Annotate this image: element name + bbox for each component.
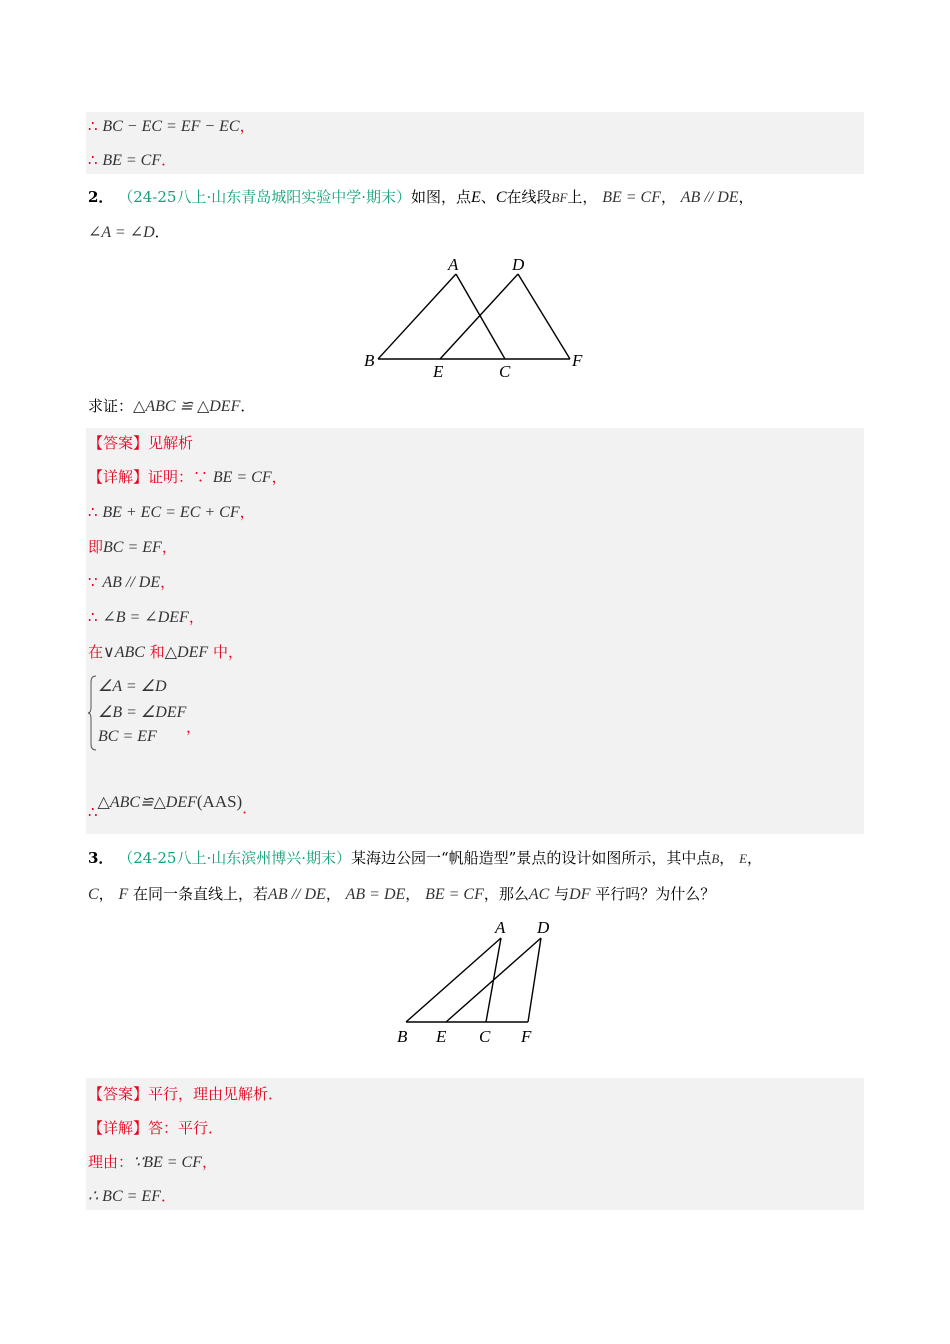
stem-text: 在同一条直线上，若 [133, 885, 269, 903]
line-de [446, 938, 541, 1022]
stem-text: 、 [480, 188, 496, 206]
q3-stem-line-1 [88, 848, 762, 869]
prove-math: △ABC ≌ △DEF [133, 398, 241, 415]
label-a: A [448, 255, 459, 274]
q3-last-line [88, 1186, 176, 1207]
point-label: B [711, 851, 720, 866]
segment-label: DF [569, 886, 591, 903]
label-e: E [433, 362, 444, 381]
condition-math: AB // DE [268, 886, 326, 903]
q3-figure [390, 914, 560, 1048]
math-expression: BC − EC = EF − EC [102, 118, 240, 135]
condition-math: AB // DE [680, 189, 739, 206]
label-f: F [572, 351, 583, 370]
step-math: ∠B = ∠DEF [102, 609, 189, 626]
punctuation: ． [161, 151, 177, 169]
answer-tag: 【答案】 [88, 434, 149, 452]
triangle-math: △DEF [164, 644, 209, 661]
q2-stem-line-2 [88, 222, 170, 243]
question-number: 2． [88, 188, 114, 206]
punctuation: ， [188, 608, 204, 626]
punctuation: ， [719, 849, 735, 867]
q2-step-line [88, 502, 255, 523]
label-d: D [537, 918, 550, 937]
question-source: （24-25八上·山东滨州博兴·期末） [118, 849, 351, 867]
condition-math: BE = CF [425, 886, 484, 903]
q2-in-line [88, 642, 243, 663]
reason-math: ∵BE = CF [133, 1154, 202, 1171]
brace-row: BC = EF [98, 728, 157, 745]
line-de [440, 274, 518, 359]
punctuation: ． [160, 1187, 176, 1205]
condition-math: AB = DE [345, 886, 406, 903]
q2-answer-line [88, 433, 193, 453]
q2-figure [360, 252, 590, 382]
q2-step-line [88, 572, 175, 593]
conclusion-math: △ABC≌△DEF [97, 794, 197, 811]
condition-math: ∠A = ∠D [88, 224, 155, 241]
q3-answer-line [88, 1084, 283, 1104]
brace-comma [186, 717, 201, 737]
label-b: B [364, 351, 375, 370]
therefore-symbol: ∴ [88, 503, 98, 521]
punctuation: ． [242, 799, 258, 817]
point-label: E [739, 851, 748, 866]
punctuation: ， [201, 1153, 217, 1171]
in-text: 在 [88, 643, 104, 661]
step-math: BE = CF [212, 469, 272, 486]
therefore-symbol: ∴ [88, 608, 98, 626]
math-expression: BE = CF [102, 152, 162, 169]
conclusion-reason: (AAS) [196, 792, 243, 811]
punctuation: ， [660, 188, 676, 206]
answer-text: 见解析 [148, 434, 194, 452]
q2-step-line [88, 537, 177, 558]
punctuation: ． [240, 397, 256, 415]
segment-label: AC [528, 886, 550, 903]
punctuation: ， [239, 503, 255, 521]
therefore-symbol: ∴ [88, 803, 98, 821]
q1-line-2 [88, 150, 176, 171]
punctuation: ， [239, 117, 255, 135]
stem-text: 在线段 [506, 188, 552, 206]
punctuation: ， [98, 885, 114, 903]
punctuation: ， [405, 885, 421, 903]
q2-prove-line [88, 396, 255, 417]
line-ab [378, 274, 456, 359]
step-math: BC = EF [103, 539, 162, 556]
point-label: F [118, 886, 129, 903]
question-source: （24-25八上·山东青岛城阳实验中学·期末） [118, 188, 411, 206]
q3-stem-line-2 [88, 884, 715, 905]
detail-text: 答：平行． [148, 1119, 224, 1137]
label-a: A [495, 918, 506, 937]
point-label: C [495, 189, 507, 206]
label-c: C [479, 1027, 491, 1046]
stem-text: 如图，点 [411, 188, 472, 206]
q2-detail-line [88, 467, 287, 488]
therefore-symbol: ∴ [88, 117, 98, 135]
label-c: C [499, 362, 511, 381]
last-math: ∴ BC = EF [88, 1188, 161, 1205]
stem-text: 与 [554, 885, 570, 903]
step-math: AB // DE [102, 574, 161, 591]
punctuation: ， [738, 188, 754, 206]
q3-reason-line [88, 1152, 217, 1173]
triangle-math: ∨ABC [103, 644, 145, 661]
brace-row: ∠B = ∠DEF [98, 704, 187, 721]
label-b: B [397, 1027, 408, 1046]
because-symbol: ∵ [88, 573, 98, 591]
and-text: 和 [149, 643, 165, 661]
punctuation: ， [325, 885, 341, 903]
stem-text: 平行吗？为什么？ [595, 885, 716, 903]
segment-label: BF [551, 190, 568, 205]
answer-tag: 【答案】 [88, 1085, 149, 1103]
line-df [518, 274, 570, 359]
prove-label: 求证： [88, 397, 134, 415]
detail-intro: 证明： [148, 468, 194, 486]
q2-step-line [88, 607, 204, 628]
step-math: BE + EC = EC + CF [102, 504, 240, 521]
reason-label: 理由： [88, 1153, 134, 1171]
punctuation: ， [186, 718, 202, 736]
therefore-symbol: ∴ [88, 151, 98, 169]
stem-text: 某海边公园一“帆船造型”景点的设计如图所示，其中点 [351, 849, 712, 867]
line-ab [406, 938, 501, 1022]
label-f: F [521, 1027, 532, 1046]
in-text: 中， [212, 643, 243, 661]
stem-text: 上， [567, 188, 598, 206]
detail-tag: 【详解】 [88, 468, 149, 486]
line-ac [456, 274, 505, 359]
punctuation: ， [747, 849, 763, 867]
label-e: E [436, 1027, 447, 1046]
punctuation: ， [160, 573, 176, 591]
brace-system [88, 674, 208, 752]
brace-row: ∠A = ∠D [98, 678, 167, 695]
condition-math: BE = CF [602, 189, 661, 206]
punctuation: ， [161, 538, 177, 556]
q2-stem-line-1 [88, 187, 754, 208]
punctuation: ． [154, 223, 170, 241]
because-symbol: ∵ [193, 468, 209, 486]
q2-conclusion-line [88, 792, 258, 821]
point-label: C [88, 886, 99, 903]
stem-text: ，那么 [483, 885, 529, 903]
label-d: D [512, 255, 525, 274]
line-df [528, 938, 541, 1022]
q3-detail-line [88, 1118, 223, 1138]
point-label: E [471, 189, 481, 206]
answer-text: 平行，理由见解析． [148, 1085, 284, 1103]
q1-line-1 [88, 116, 255, 137]
detail-tag: 【详解】 [88, 1119, 149, 1137]
punctuation: ， [271, 468, 287, 486]
q2-answer-block [86, 428, 864, 834]
step-prefix: 即 [88, 538, 104, 556]
question-number: 3． [88, 849, 114, 867]
brace-icon [88, 674, 98, 752]
